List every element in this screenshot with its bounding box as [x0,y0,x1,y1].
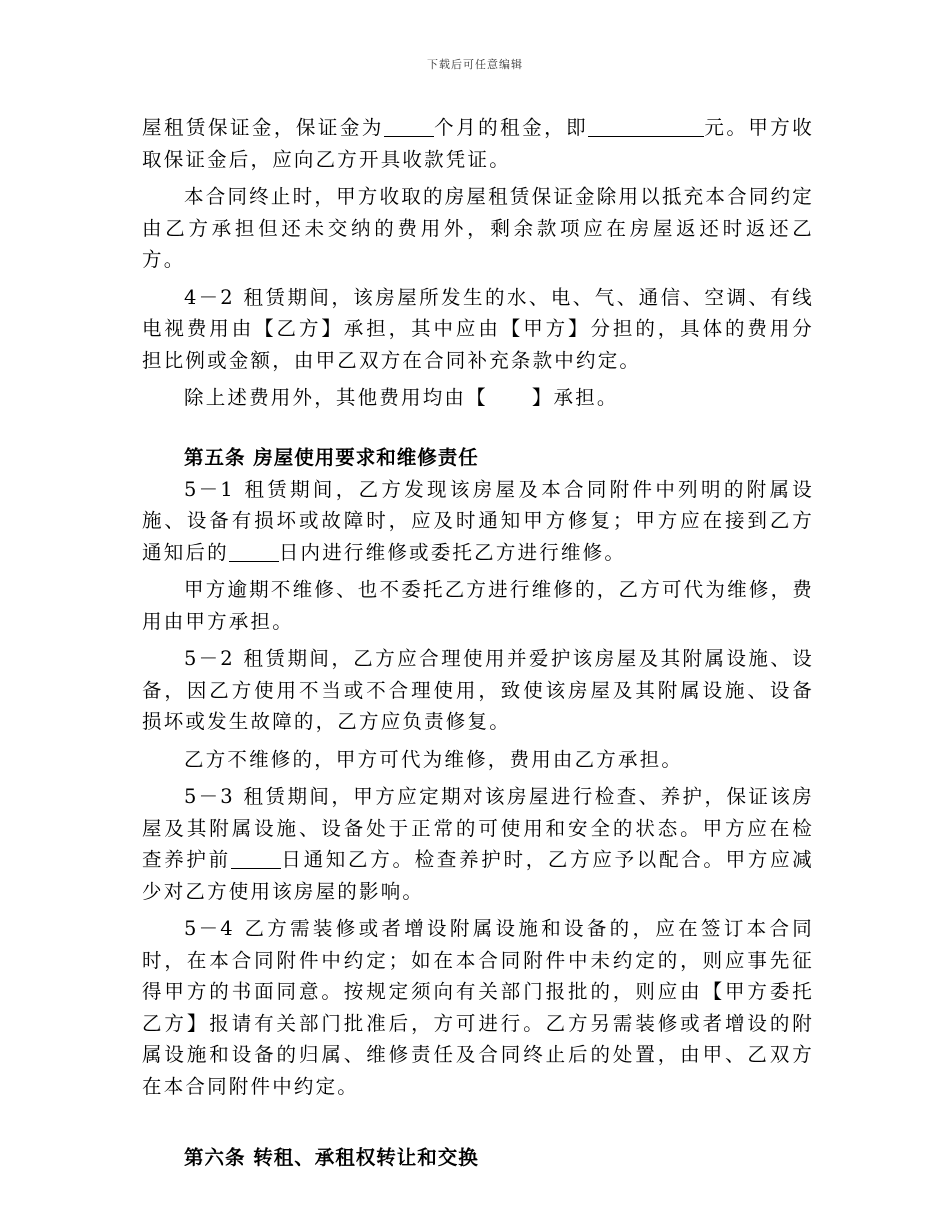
text-segment: 日通知乙方。检查养护时，乙方应予以配合。甲方应减少对乙方使用该房屋的影响。 [142,848,814,903]
text-segment: 屋租赁保证金，保证金为 [142,116,384,139]
blank-field-amount [588,116,704,137]
blank-field-notice-days [231,848,281,869]
paragraph-4-2: 4－2 租赁期间，该房屋所发生的水、电、气、通信、空调、有线电视费用由【乙方】承担，其中应由【甲方】分担的，具体的费用分担比例或金额，由甲乙双方在合同补充条款中约定。 [142,285,814,372]
document-body [142,112,814,1174]
blank-field-months [384,116,434,137]
text-segment: 个月的租金，即 [433,116,589,139]
paragraph-5-2: 5－2 租赁期间，乙方应合理使用并爱护该房屋及其附属设施、设备，因乙方使用不当或不合理使用，致使该房屋及其附属设施、设备损坏或发生故障的，乙方应负责修复。 [142,647,814,733]
text-segment: 5－1 租赁期间，乙方发现该房屋及本合同附件中列明的附属设施、设备有损坏或故障时，应及时通知甲方修复；甲方应在接到乙方通知后的 [142,477,814,564]
paragraph-overdue-repair: 甲方逾期不维修、也不委托乙方进行维修的，乙方可代为维修，费用由甲方承担。 [142,578,814,633]
paragraph-5-1 [142,474,814,569]
paragraph-deposit [142,112,814,175]
page-header: 下载后可任意编辑 [427,58,523,71]
blank-field-days [229,541,279,562]
paragraph-5-3 [142,781,814,907]
paragraph-5-4: 5－4 乙方需装修或者增设附属设施和设备的，应在签订本合同时，在本合同附件中约定；如在本合同附件中未约定的，则应事先征得甲方的书面同意。按规定须向有关部门报批的，则应由【甲方委托乙方】报请有关部门批准后，方可进行。乙方另需装修或者增设的附属设施和设备的归属、维修责任及合同终止后的处置，由甲、乙双方在本合同附件中约定。 [142,917,814,1098]
text-segment: 除上述费用外，其他费用均由【 [184,386,488,409]
paragraph-other-fees [142,382,814,414]
text-segment: 元。甲方收取保证金后，应向乙方开具收款凭证。 [142,116,814,171]
paragraph-deposit-return: 本合同终止时，甲方收取的房屋租赁保证金除用以抵充本合同约定由乙方承担但还未交纳的费用外，剩余款项应在房屋返还时返还乙方。 [142,185,814,271]
section-heading-5: 第五条 房屋使用要求和维修责任 [184,445,479,469]
text-segment: 】承担。 [531,386,619,409]
section-heading-6: 第六条 转租、承租权转让和交换 [184,1146,479,1169]
paragraph-no-repair: 乙方不维修的，甲方可代为维修，费用由乙方承担。 [184,747,684,771]
text-segment: 日内进行维修或委托乙方进行维修。 [278,540,627,564]
text-segment: 5－3 租赁期间，甲方应定期对该房屋进行检查、养护，保证该房屋及其附属设施、设备处于正常的可使用和安全的状态。甲方应在检查养护前 [142,785,814,871]
